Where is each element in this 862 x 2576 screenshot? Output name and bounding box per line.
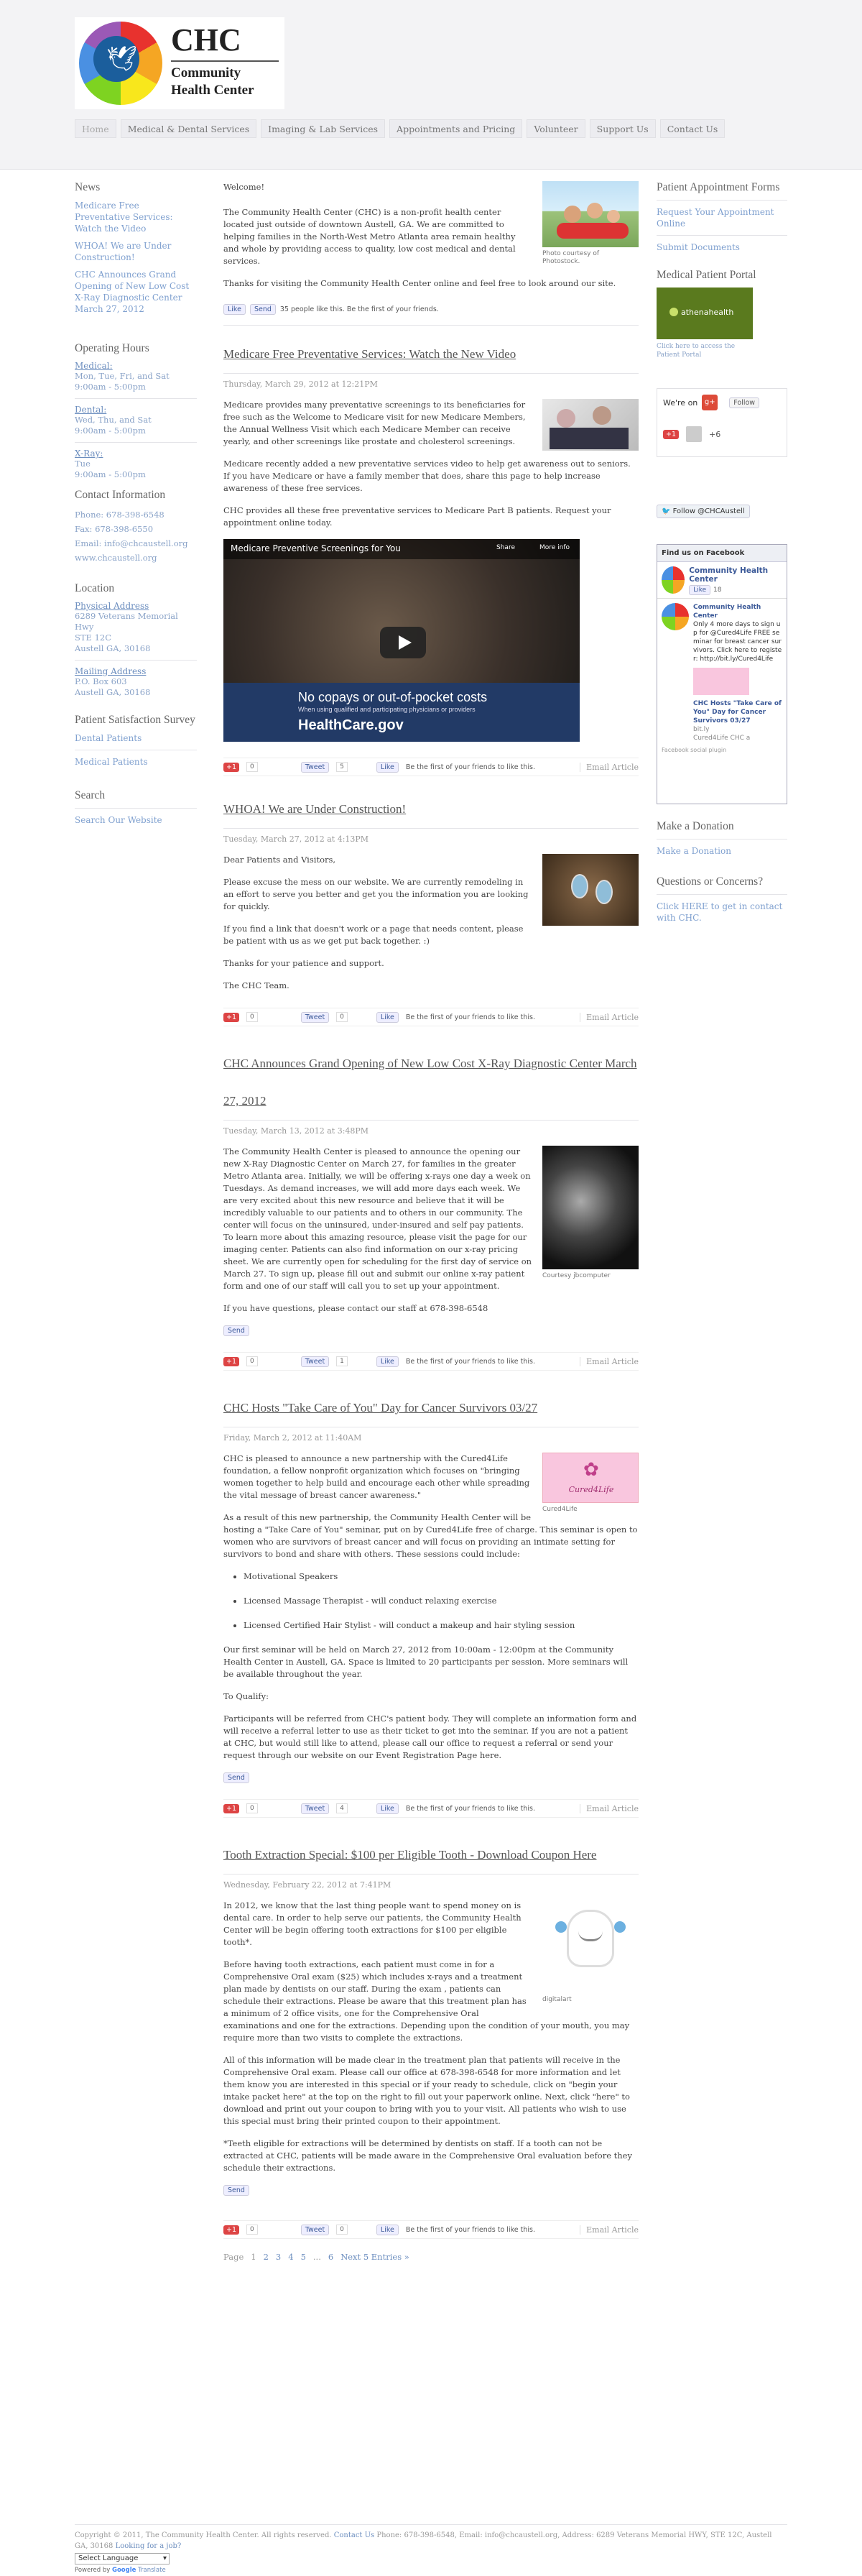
twitter-bird-icon: 🐦: [662, 507, 673, 515]
tweet-count: 4: [336, 1803, 348, 1813]
fb-like-text: Be the first of your friends to like this.: [405, 763, 535, 771]
footer-address: Address: 6289 Veterans Memorial HWY, STE 12C, Austell GA, 30168: [75, 2531, 772, 2550]
nav-support[interactable]: Support Us: [590, 119, 656, 138]
gplus-button[interactable]: +1: [223, 1013, 239, 1022]
language-select[interactable]: Select Language ▾: [75, 2553, 170, 2564]
post-title[interactable]: WHOA! We are Under Construction!: [223, 802, 407, 816]
dental-hours-link[interactable]: Dental:: [75, 405, 107, 415]
athenahealth-logo-text: athenahealth: [681, 308, 734, 317]
logo-divider: [171, 60, 279, 62]
post-title[interactable]: CHC Hosts "Take Care of You" Day for Cancer Survivors 03/27: [223, 1401, 538, 1414]
logo-title: CHC: [171, 22, 241, 58]
post-paragraph: In 2012, we know that the last thing people want to spend money on is dental care. In order to help serve our patients, the Community Health Center will be begin offering tooth extractions for $100 per eligible tooth*.: [223, 1900, 522, 1947]
google-logo: Google: [111, 2567, 136, 2574]
page-link[interactable]: 3: [275, 2252, 282, 2262]
nav-volunteer[interactable]: Volunteer: [527, 119, 585, 138]
post-paragraph: Dear Patients and Visitors,: [223, 855, 336, 865]
video-title: Medicare Preventive Screenings for You: [231, 543, 401, 553]
gplus-count: 0: [246, 1803, 258, 1813]
submit-documents-link[interactable]: Submit Documents: [657, 242, 740, 252]
photo-caption: Courtesy jbcomputer: [542, 1272, 611, 1279]
gplus-follow-button[interactable]: Follow: [729, 397, 759, 408]
fb-box-heading: Find us on Facebook: [657, 545, 787, 562]
fb-post-source: bit.ly: [693, 726, 710, 733]
footer-email: Email: info@chcaustell.org,: [459, 2531, 560, 2539]
tweet-button[interactable]: Tweet: [301, 1803, 329, 1814]
logo-subtitle: Community Health Center: [171, 65, 254, 98]
post-paragraph: Medicare provides many preventative screenings to its beneficiaries for free such as the Welcome to Medicare visit for new Medicare Members, the Annual Wellness Visit which each Medicare Member can receive yearly, and other screenings like prostate and cholesterol screenings.: [223, 400, 526, 446]
dental-survey-link[interactable]: Dental Patients: [75, 733, 142, 743]
email-article-link[interactable]: Email Article: [580, 1013, 639, 1022]
gplus-plus1-button[interactable]: +1: [663, 430, 679, 439]
questions-heading: Questions or Concerns?: [657, 875, 764, 888]
news-heading: News: [75, 181, 101, 193]
appointment-forms-heading: Patient Appointment Forms: [657, 181, 780, 193]
post-paragraph: *Teeth eligible for extractions will be determined by dentists on staff. If a tooth can not be extracted at CHC, patients will be made aware in the Comprehensive Oral evaluation before they schedule their extractions.: [223, 2138, 632, 2173]
copyright-text: Copyright © 2011, The Community Health Center. All rights reserved.: [75, 2531, 332, 2539]
patient-portal-heading: Medical Patient Portal: [657, 269, 756, 281]
list-item: • Licensed Massage Therapist - will conduct relaxing exercise: [244, 1595, 639, 1607]
post-paragraph: CHC provides all these free preventative services to Medicare Part B patients. Request your appointment online today.: [223, 505, 611, 528]
email-link[interactable]: Email: info@chcaustell.org: [75, 538, 188, 548]
nav-imaging-lab[interactable]: Imaging & Lab Services: [261, 119, 385, 138]
post-paragraph: As a result of this new partnership, the Community Health Center will be hosting a "Take Care of You" seminar, put on by Cured4Life free of charge. This seminar is open to women who are survivors of breast cancer and will focus on providing an intimate setting for survivors to bond and share with others. These sessions could include:: [223, 1512, 638, 1559]
share-bar: [223, 2220, 639, 2239]
tweet-button[interactable]: Tweet: [301, 762, 329, 773]
pagination-label: Page: [223, 2252, 244, 2262]
share-bar: [223, 1008, 639, 1026]
request-appointment-link[interactable]: Request Your Appointment Online: [657, 207, 774, 229]
video-more-info[interactable]: More info: [539, 544, 570, 551]
xray-time: 9:00am - 5:00pm: [75, 469, 146, 479]
list-item: • Licensed Certified Hair Stylist - will conduct a makeup and hair styling session: [244, 1619, 639, 1632]
location-heading: Location: [75, 582, 115, 594]
post-date: Friday, March 2, 2012 at 11:40AM: [223, 1433, 362, 1443]
fb-like-text: Be the first of your friends to like this.: [405, 2225, 535, 2234]
fb-like-button[interactable]: Like: [376, 1356, 399, 1367]
twitter-follow-button[interactable]: 🐦 Follow @CHCAustell: [657, 505, 750, 518]
address-line: STE 12C: [75, 632, 112, 643]
chc-logo[interactable]: [75, 17, 284, 109]
tooth-illustration: [542, 1900, 639, 2004]
fb-post-link-title[interactable]: CHC Hosts "Take Care of You" Day for Cancer Survivors 03/27: [693, 700, 782, 724]
medical-survey-link[interactable]: Medical Patients: [75, 757, 148, 767]
news-link[interactable]: WHOA! We are Under Construction!: [75, 241, 172, 262]
gplus-count: 0: [246, 1012, 258, 1022]
address-line: P.O. Box 603: [75, 676, 127, 686]
post-paragraph: Please excuse the mess on our website. We are currently remodeling in an effort to serve you better and get you the information you are looking for quickly.: [223, 877, 529, 911]
dental-days: Wed, Thu, and Sat: [75, 415, 152, 425]
fb-like-button[interactable]: Like: [376, 2225, 399, 2235]
fb-post-avatar: [662, 603, 689, 630]
video-subcaption: When using qualified and participating physicians or providers: [298, 706, 476, 713]
photo-caption: Cured4Life: [542, 1506, 578, 1513]
donation-heading: Make a Donation: [657, 820, 734, 832]
page-link[interactable]: 2: [263, 2252, 269, 2262]
gplus-button[interactable]: +1: [223, 1357, 239, 1366]
post-date: Wednesday, February 22, 2012 at 7:41PM: [223, 1880, 391, 1890]
blog-post: [223, 1389, 639, 1818]
search-heading: Search: [75, 789, 106, 801]
medical-time: 9:00am - 5:00pm: [75, 382, 146, 392]
fb-post-author[interactable]: Community Health Center: [693, 604, 761, 620]
cured4life-logo: ✿ Cured4Life Cured4Life: [542, 1453, 639, 1514]
fb-like-text: Be the first of your friends to like this.: [405, 1357, 535, 1366]
google-plus-badge: [657, 388, 787, 457]
post-paragraph: If you have questions, please contact our staff at 678-398-6548: [223, 1303, 488, 1313]
construction-photo: [542, 854, 639, 926]
gplus-icon: g+: [702, 395, 718, 410]
address-line: 6289 Veterans Memorial Hwy: [75, 611, 178, 632]
video-brand: HealthCare.gov: [298, 717, 404, 733]
fb-send-button[interactable]: Send: [223, 1772, 249, 1783]
nav-medical-dental[interactable]: Medical & Dental Services: [121, 119, 256, 138]
post-paragraph: Before having tooth extractions, each patient must come in for a Comprehensive Oral exam ($25) which includes x-rays and a treatment plan made by dentists on our staff. During the exam , patients can schedule their extractions. Please be aware that this treatment plan has a minimum of 2 office visits, one for the Comprehensive Oral examinations and one for the extractions. Depending upon the condition of your mouth, you may require more than two visits to complete the extractions.: [223, 1959, 630, 2043]
cured4life-logo-text: Cured4Life: [568, 1485, 614, 1494]
gplus-count: 0: [246, 1356, 258, 1366]
footer-contact-link[interactable]: Contact Us: [333, 2531, 375, 2539]
jobs-link[interactable]: Looking for a job?: [115, 2542, 182, 2550]
pagination-ellipsis: ...: [312, 2252, 321, 2262]
left-sidebar: [75, 181, 197, 832]
intro-paragraph: Thanks for visiting the Community Health Center online and feel free to look around our site.: [223, 278, 616, 288]
post-paragraph: CHC is pleased to announce a new partnership with the Cured4Life foundation, a fellow nonprofit organization which focuses on "bringing women together to help build and encourage each other while spreading the vital message of breast cancer awareness.": [223, 1453, 530, 1500]
welcome-text: Welcome!: [223, 182, 265, 192]
gplus-follower-count: +6: [709, 429, 721, 439]
mailing-address-link[interactable]: Mailing Address: [75, 666, 147, 676]
video-share[interactable]: Share: [496, 544, 515, 551]
post-paragraph: The CHC Team.: [223, 980, 289, 990]
post-title[interactable]: Tooth Extraction Special: $100 per Eligible Tooth - Download Coupon Here: [223, 1848, 597, 1862]
tweet-count: 0: [336, 2225, 348, 2235]
fb-like-text: Be the first of your friends to like this.: [405, 1804, 535, 1813]
hours-heading: Operating Hours: [75, 342, 149, 354]
tweet-count: 1: [336, 1356, 348, 1366]
right-sidebar: [657, 181, 787, 929]
powered-by-label: Powered by: [75, 2567, 111, 2574]
post-paragraph: Thanks for your patience and support.: [223, 958, 384, 968]
search-website-link[interactable]: Search Our Website: [75, 815, 162, 825]
gplus-button[interactable]: +1: [223, 763, 239, 772]
contact-chc-link[interactable]: Click HERE to get in contact with CHC.: [657, 901, 783, 923]
translate-link[interactable]: Translate: [138, 2567, 166, 2574]
header: [0, 0, 862, 170]
next-entries-link[interactable]: Next 5 Entries »: [340, 2252, 409, 2262]
contact-heading: Contact Information: [75, 489, 166, 501]
fb-post-more: Cured4Life CHC a: [693, 735, 751, 742]
post-paragraph: Our first seminar will be held on March 27, 2012 from 10:00am - 12:00pm at the Community Health Center in Austell, GA. Space is limited to 20 participants per session. More seminars will be available throughout the year.: [223, 1644, 629, 1679]
post-paragraph: All of this information will be made clear in the treatment plan that patients will receive in the Comprehensive Oral exam. Please call our office at 678-398-6548 for more information and let them know you are interested in this special or if your ready to schedule, click on "begin your intake packet here" at the top on the right to fill out your paperwork online. Next, click "here" to download and print out your coupon to bring with you to your visit. All patients who wish to use this special must bring their printed coupon to their appointment.: [223, 2055, 630, 2126]
dove-icon: 🕊: [106, 45, 138, 73]
gplus-count: 0: [246, 762, 258, 772]
xray-days: Tue: [75, 459, 91, 469]
session-list: [244, 1570, 639, 1632]
family-photo: [542, 181, 639, 266]
page-link[interactable]: 6: [328, 2252, 334, 2262]
gplus-button[interactable]: +1: [223, 1804, 239, 1813]
gplus-count: 0: [246, 2225, 258, 2235]
phone-text: Phone: 678-398-6548: [75, 510, 164, 520]
post-date: Thursday, March 29, 2012 at 12:21PM: [223, 380, 378, 389]
nav-appointments[interactable]: Appointments and Pricing: [389, 119, 522, 138]
list-item: • Motivational Speakers: [244, 1570, 639, 1583]
fb-page-like-count: 18: [713, 586, 722, 594]
post-paragraph: Medicare recently added a new preventative services video to help get awareness out to seniors. If you have Medicare or have a family member that does, share this page to help increase awareness of these free services.: [223, 459, 631, 493]
post-paragraph: To Qualify:: [223, 1691, 269, 1701]
tweet-count: 5: [336, 762, 348, 772]
address-line: Austell GA, 30168: [75, 687, 151, 697]
fb-send-button[interactable]: Send: [223, 2185, 249, 2196]
page-link[interactable]: 1: [251, 2252, 256, 2262]
fb-page-like-button[interactable]: Like: [689, 585, 710, 595]
share-bar: [223, 1352, 639, 1371]
gplus-avatars: [686, 426, 702, 442]
address-line: Austell GA, 30168: [75, 643, 151, 653]
tweet-button[interactable]: Tweet: [301, 1012, 329, 1023]
xray-photo: [542, 1146, 639, 1280]
email-article-link[interactable]: Email Article: [580, 763, 639, 772]
post-date: Tuesday, March 13, 2012 at 3:48PM: [223, 1126, 369, 1136]
fb-page-link[interactable]: Community Health Center: [689, 566, 769, 584]
share-bar: [223, 758, 639, 776]
physical-address-link[interactable]: Physical Address: [75, 601, 149, 611]
fb-send-button[interactable]: Send: [250, 304, 276, 315]
post-paragraph: If you find a link that doesn't work or a page that needs content, please be patient with us as we get put back together. :): [223, 924, 524, 946]
post-title[interactable]: Medicare Free Preventative Services: Watch the New Video: [223, 347, 516, 361]
website-link[interactable]: www.chcaustell.org: [75, 553, 157, 563]
medicare-photo: [542, 399, 639, 451]
fb-plugin-footer: Facebook social plugin: [662, 747, 727, 753]
fb-like-button[interactable]: Like: [376, 1012, 399, 1023]
portal-access-link[interactable]: Click here to access the Patient Portal: [657, 343, 736, 359]
post-title[interactable]: CHC Announces Grand Opening of New Low Cost X-Ray Diagnostic Center March 27, 2012: [223, 1057, 637, 1108]
post-paragraph: Participants will be referred from CHC's patient body. They will complete an information form and will receive a referral letter to use as their ticket to get into the seminar. If you are not a patient at CHC, but would still like to attend, please call our office to request a referral or send your request through our website on our Event Registration Page here.: [223, 1714, 637, 1760]
gplus-button[interactable]: +1: [223, 2225, 239, 2235]
fb-post-text: Only 4 more days to sign up for @Cured4Life FREE seminar for breast cancer survivors. Click here to register: http://bit.ly/Cured4Life: [693, 621, 782, 663]
main-content: [223, 181, 639, 2262]
facebook-like-box: [657, 544, 787, 804]
fb-like-button[interactable]: Like: [376, 1803, 399, 1814]
survey-heading: Patient Satisfaction Survey: [75, 714, 195, 726]
gplus-label: We're on: [663, 397, 698, 408]
blog-post: [223, 1045, 639, 1371]
page-link[interactable]: 4: [288, 2252, 294, 2262]
xray-hours-link[interactable]: X-Ray:: [75, 448, 103, 459]
footer-phone: Phone: 678-398-6548,: [376, 2531, 458, 2539]
pagination: [223, 2252, 639, 2262]
main-nav: [75, 119, 725, 141]
tweet-button[interactable]: Tweet: [301, 1356, 329, 1367]
fb-post-thumbnail[interactable]: [693, 668, 749, 695]
fb-like-text: Be the first of your friends to like this.: [405, 1013, 535, 1021]
fb-like-count: 35 people like this. Be the first of your friends.: [279, 305, 439, 313]
dental-time: 9:00am - 5:00pm: [75, 426, 146, 436]
tweet-button[interactable]: Tweet: [301, 2225, 329, 2235]
nav-home[interactable]: Home: [75, 119, 116, 138]
chevron-down-icon: ▾: [162, 2554, 167, 2562]
video-player[interactable]: [223, 539, 580, 742]
post-paragraph: The Community Health Center is pleased to announce the opening our new X-Ray Diagnostic Center on March 27, for families in the greater Metro Atlanta area. Initially, we will be offering x-rays one day a week on Tuesdays. As demand increases, we will add more days each week. We are very excited about this new resource and believe that it will be incredibly valuable to our patients and to others in our community. The center will focus on the uninsured, under-insured and self pay patients. To learn more about this amazing resource, please visit the page for our imaging center. Patients can also find information on our x-ray pricing sheet. We are currently open for scheduling for the first day of service on March 27. To sign up, please fill out and submit our online x-ray patient form and one of our staff will call you to set up your appointment.: [223, 1146, 532, 1291]
fb-page-avatar: [662, 566, 685, 594]
share-bar: [223, 1799, 639, 1818]
email-article-link[interactable]: Email Article: [580, 1804, 639, 1813]
page-link[interactable]: 5: [300, 2252, 306, 2262]
footer: [0, 2524, 862, 2576]
nav-contact[interactable]: Contact Us: [660, 119, 726, 138]
email-article-link[interactable]: Email Article: [580, 1357, 639, 1366]
donate-link[interactable]: Make a Donation: [657, 846, 731, 856]
medical-days: Mon, Tue, Fri, and Sat: [75, 371, 170, 381]
news-link[interactable]: Medicare Free Preventative Services: Watch the Video: [75, 201, 173, 234]
email-article-link[interactable]: Email Article: [580, 2225, 639, 2235]
fb-like-button[interactable]: Like: [376, 762, 399, 773]
video-caption: No copays or out-of-pocket costs: [298, 690, 488, 704]
medical-hours-link[interactable]: Medical:: [75, 361, 113, 371]
blog-post: [223, 336, 639, 776]
photo-caption: Photo courtesy of Photostock.: [542, 250, 600, 265]
news-link[interactable]: CHC Announces Grand Opening of New Low Cost X-Ray Diagnostic Center March 27, 2012: [75, 270, 190, 314]
photo-caption: digitalart: [542, 1996, 572, 2003]
post-date: Tuesday, March 27, 2012 at 4:13PM: [223, 834, 369, 844]
intro-paragraph: The Community Health Center (CHC) is a non-profit health center located just outside of downtown Austell, GA. We are committed to helping families in the North-West Metro Atlanta area remain healthy and whole by providing access to quality, low cost medical and dental services.: [223, 207, 516, 266]
athenahealth-logo[interactable]: [657, 288, 753, 339]
fb-send-button[interactable]: Send: [223, 1325, 249, 1336]
tweet-count: 0: [336, 1012, 348, 1022]
blog-post: [223, 1836, 639, 2239]
fax-text: Fax: 678-398-6550: [75, 524, 154, 534]
blog-post: [223, 791, 639, 1026]
fb-like-button[interactable]: Like: [223, 304, 246, 315]
